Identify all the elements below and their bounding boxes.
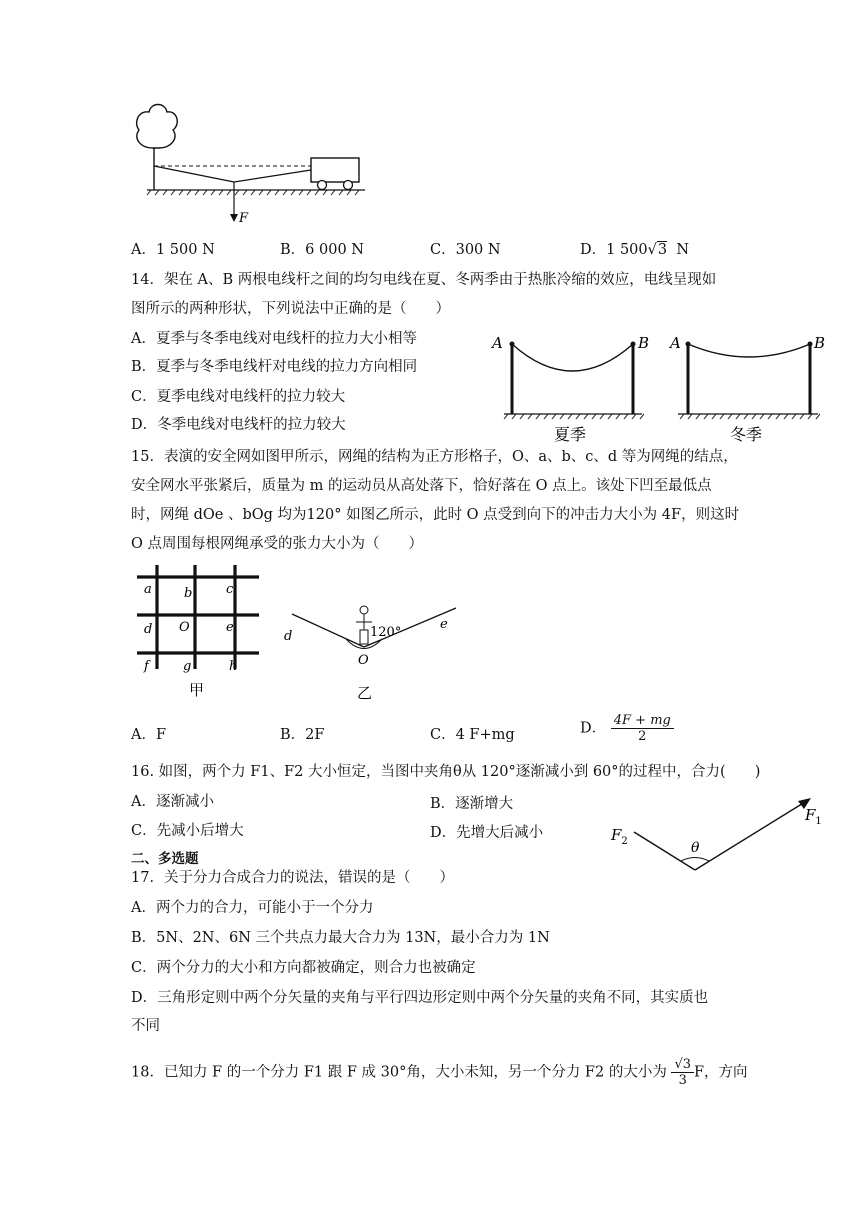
theta-arc [681, 858, 709, 862]
q13-rope-figure [125, 100, 385, 230]
node-b: b [184, 586, 193, 601]
q17-option-d[interactable]: D．三角形定则中两个分矢量的夹角与平行四边形定则中两个分矢量的夹角不同，其实质也 [131, 990, 709, 1006]
node-f: f [144, 659, 149, 674]
node-c: c [226, 582, 234, 597]
q18-fraction: $\frac{√3}{3}$ [671, 1057, 694, 1088]
q15-option-c[interactable]: C．4 F+mg [430, 727, 515, 743]
q18-stem [131, 1057, 748, 1088]
force-arrow-head [230, 214, 238, 222]
winter-label-b: B [814, 334, 826, 352]
node-a: a [144, 582, 152, 597]
ground-hatch [147, 190, 359, 195]
q17-option-d-continued: 不同 [131, 1018, 160, 1034]
f2-label: $F_2$ [611, 826, 628, 847]
q17-stem: 17．关于分力合成合力的说法，错误的是（ ） [131, 870, 454, 886]
node-e: e [226, 620, 234, 635]
q15-stem-line3: 时，网绳 dOe 、bOg 均为120° 如图乙所示，此时 O 点受到向下的冲击力大小为 4F，则这时 [131, 507, 740, 523]
q15-net-sag-figure [280, 600, 465, 705]
q16-option-b[interactable]: B．逐渐增大 [430, 796, 514, 812]
q15-stem-line1: 15．表演的安全网如图甲所示，网绳的结构为正方形格子，O、a、b、c、d 等为网绳的结点， [131, 449, 738, 465]
q15-option-d-fraction: $\frac{4F + mg}{2}$ [611, 713, 674, 744]
q15-option-a[interactable]: A．F [131, 727, 167, 743]
q14-power-line-figure [490, 328, 830, 448]
section-title-multiple-choice: 二、多选题 [131, 851, 199, 867]
node-o: O [179, 620, 190, 635]
q14-stem-line2: 图所示的两种形状，下列说法中正确的是（ ） [131, 301, 450, 317]
q15-stem-line2: 安全网水平张紧后，质量为 m 的运动员从高处落下，恰好落在 O 点上。该处下凹至最低点 [131, 478, 712, 494]
q13-option-c[interactable]: C．300 N [430, 242, 501, 258]
node-d: d [144, 622, 153, 637]
car-body [311, 158, 359, 182]
athlete-body [360, 630, 368, 644]
caption-jia: 甲 [189, 681, 205, 699]
node-g: g [183, 659, 192, 674]
node-h: h [229, 659, 238, 674]
q16-stem: 16. 如图，两个力 F1、F2 大小恒定，当图中夹角θ从 120°逐渐减小到 60°的过程中，合力( ) [131, 764, 761, 780]
q17-option-a[interactable]: A．两个力的合力，可能小于一个分力 [131, 900, 374, 916]
summer-diagram [490, 334, 649, 444]
q17-option-c[interactable]: C．两个分力的大小和方向都被确定，则合力也被确定 [131, 960, 476, 976]
q16-option-d[interactable]: D．先增大后减小 [430, 825, 544, 841]
summer-label-b: B [638, 334, 650, 352]
car-wheel-right [344, 181, 353, 190]
q14-stem-line1: 14．架在 A、B 两根电线杆之间的均匀电线在夏、冬两季由于热胀冷缩的效应，电线呈现如 [131, 272, 717, 288]
q14-option-c[interactable]: C．夏季电线对电线杆的拉力较大 [131, 389, 346, 405]
q15-option-b[interactable]: B．2F [280, 727, 325, 743]
label-d: d [284, 629, 293, 644]
winter-label-a: A [670, 334, 681, 352]
summer-caption: 夏季 [554, 425, 587, 444]
q16-force-angle-figure [605, 790, 830, 880]
f1-vector [695, 802, 805, 870]
q13-option-d-sqrt: √3 [647, 242, 668, 258]
theta-label: θ [691, 840, 700, 856]
q15-stem-line4: O 点周围每根网绳承受的张力大小为（ ） [131, 536, 423, 552]
q13-option-a[interactable]: A．1 500 N [131, 242, 215, 258]
q15-net-grid-figure [133, 565, 273, 703]
car-wheel-left [318, 181, 327, 190]
q15-option-d[interactable] [580, 713, 674, 744]
q13-option-d-unit: N [676, 242, 690, 258]
f2-vector [634, 832, 695, 870]
q13-option-d-text: D．1 500 [580, 242, 648, 258]
summer-label-a: A [492, 334, 503, 352]
label-e: e [440, 617, 448, 632]
q13-option-d[interactable] [580, 238, 689, 259]
q16-option-a[interactable]: A．逐渐减小 [131, 794, 214, 810]
caption-yi: 乙 [357, 684, 373, 702]
winter-caption: 冬季 [730, 425, 763, 444]
label-o: O [358, 653, 369, 668]
f1-label: $F_1$ [805, 806, 822, 827]
q18-stem-part2: F，方向 [694, 1064, 748, 1081]
athlete-head [360, 606, 368, 614]
rope [154, 166, 311, 182]
angle-label: 120° [370, 625, 402, 640]
q16-option-c[interactable]: C．先减小后增大 [131, 823, 244, 839]
force-label: F [239, 211, 249, 226]
q14-option-d[interactable]: D．冬季电线对电线杆的拉力较大 [131, 417, 346, 433]
winter-diagram [668, 334, 825, 444]
q18-stem-part1: 18．已知力 F 的一个分力 F1 跟 F 成 30°角，大小未知，另一个分力 F2 的大小为 [131, 1064, 667, 1081]
q14-option-a[interactable]: A．夏季与冬季电线对电线杆的拉力大小相等 [131, 331, 417, 347]
q17-option-b[interactable]: B．5N、2N、6N 三个共点力最大合力为 13N，最小合力为 1N [131, 930, 550, 946]
tree-crown [137, 105, 178, 149]
q14-option-b[interactable]: B．夏季与冬季电线杆对电线的拉力方向相同 [131, 359, 418, 375]
q15-option-d-label: D． [580, 720, 607, 737]
q13-option-b[interactable]: B．6 000 N [280, 242, 364, 258]
